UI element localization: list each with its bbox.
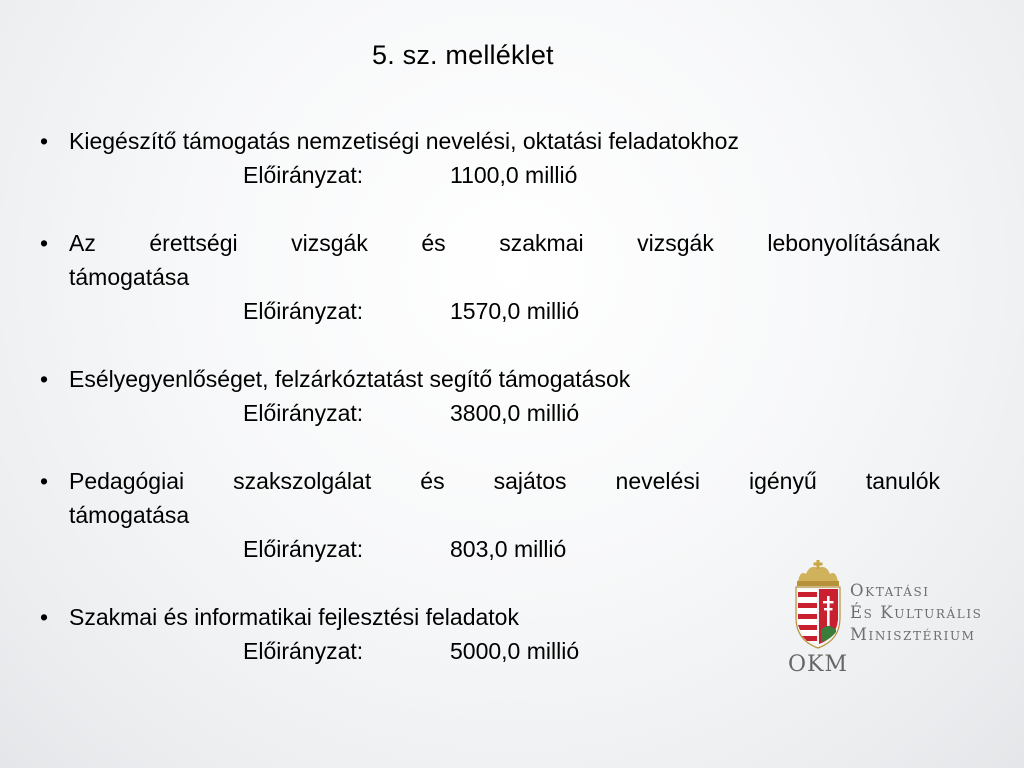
appropriation-label: Előirányzat: — [243, 162, 364, 188]
bullet-icon: • — [40, 128, 49, 154]
bullet-icon: • — [40, 366, 49, 392]
appropriation-value: 5000,0 millió — [450, 638, 580, 664]
logo-line-3: Minisztérium — [850, 625, 976, 644]
item-text-line1: Pedagógiai szakszolgálat és sajátos nevelési igényű tanulók — [69, 468, 940, 494]
appropriation-row — [243, 532, 567, 566]
appropriation-value: 803,0 millió — [450, 536, 567, 562]
logo-line-2: És Kulturális — [850, 603, 983, 622]
bullet-icon: • — [40, 468, 49, 494]
appropriation-row — [243, 396, 580, 430]
ministry-logo — [780, 560, 1010, 690]
appropriation-row — [243, 158, 578, 192]
item-text: Kiegészítő támogatás nemzetiségi nevelési, oktatási feladatokhoz — [69, 128, 739, 154]
appropriation-label: Előirányzat: — [243, 536, 364, 562]
appropriation-label: Előirányzat: — [243, 298, 364, 324]
appropriation-label: Előirányzat: — [243, 638, 364, 664]
page-title: 5. sz. melléklet — [372, 40, 554, 70]
appropriation-value: 1100,0 millió — [450, 162, 578, 188]
bullet-icon: • — [40, 230, 49, 256]
bullet-icon: • — [40, 604, 49, 630]
item-text-line1: Az érettségi vizsgák és szakmai vizsgák lebonyolításának — [69, 230, 940, 256]
logo-text — [850, 580, 983, 646]
item-text-line2: támogatása — [69, 502, 190, 528]
appropriation-value: 3800,0 millió — [450, 400, 580, 426]
hungarian-crest-icon — [792, 560, 844, 650]
appropriation-row — [243, 294, 580, 328]
appropriation-row — [243, 634, 580, 668]
appropriation-label: Előirányzat: — [243, 400, 364, 426]
item-text-line2: támogatása — [69, 264, 190, 290]
logo-line-1: Oktatási — [850, 581, 930, 600]
appropriation-value: 1570,0 millió — [450, 298, 580, 324]
item-text: Esélyegyenlőséget, felzárkóztatást segítő támogatások — [69, 366, 631, 392]
logo-abbreviation: OKM — [788, 652, 848, 677]
item-text: Szakmai és informatikai fejlesztési feladatok — [69, 604, 519, 630]
